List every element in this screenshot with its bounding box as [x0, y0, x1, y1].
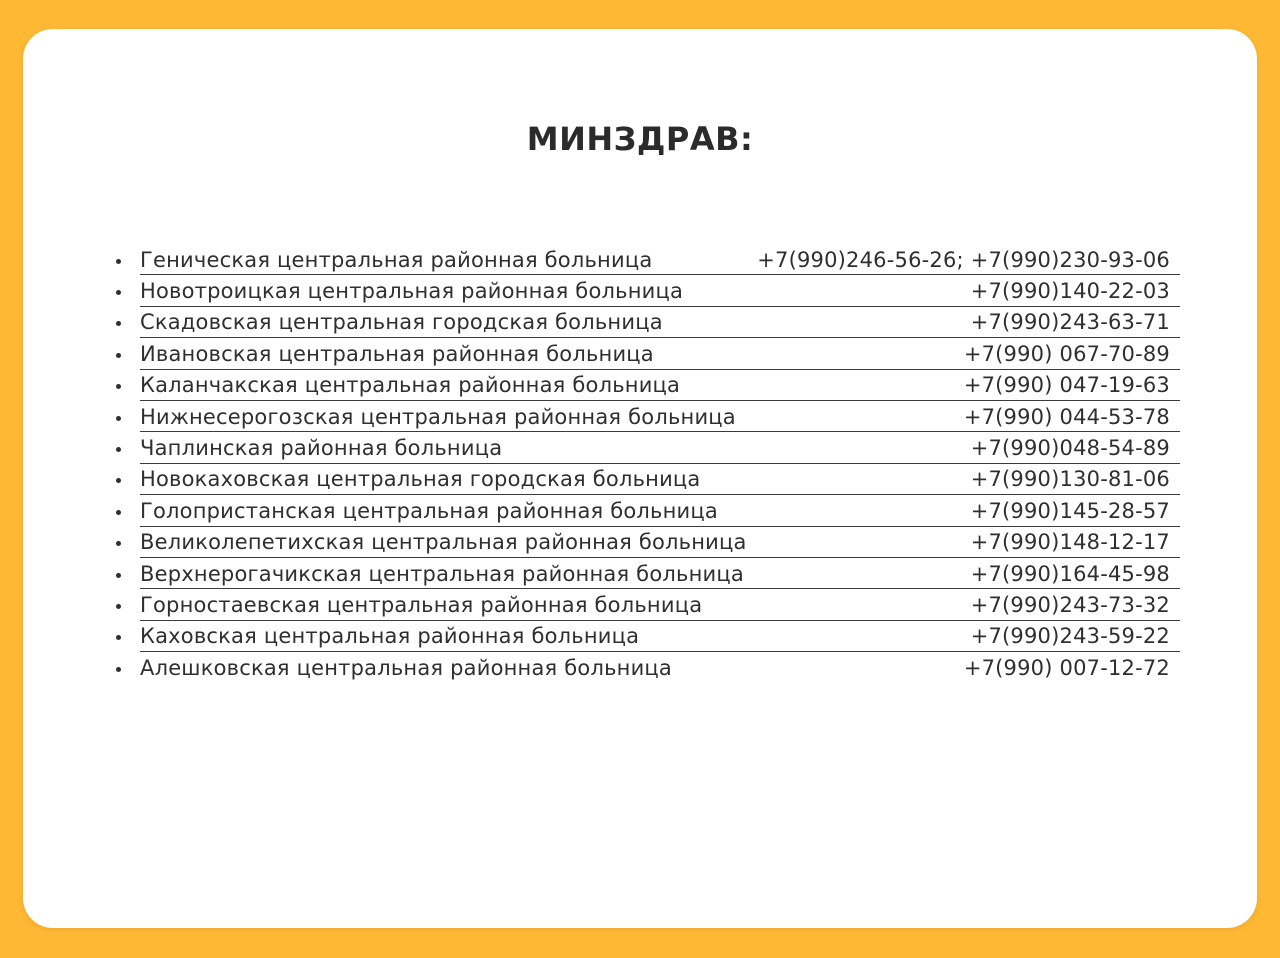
page-title: МИНЗДРАВ:	[526, 120, 754, 158]
list-item	[110, 558, 1180, 589]
bullet-icon	[116, 384, 121, 389]
bullet-icon	[116, 259, 121, 264]
list-item	[110, 244, 1180, 275]
list-item	[110, 370, 1180, 401]
phone-number: +7(990)145-28-57	[970, 498, 1170, 523]
phone-number: +7(990)140-22-03	[970, 279, 1170, 304]
list-item	[110, 589, 1180, 620]
phone-number: +7(990) 067-70-89	[963, 341, 1170, 366]
hospital-name: Алешковская центральная районная больница	[140, 655, 672, 680]
hospital-name: Каланчакская центральная районная больница	[140, 373, 681, 398]
list-item	[110, 621, 1180, 652]
bullet-icon	[116, 573, 121, 578]
bullet-icon	[116, 604, 121, 609]
list-item	[110, 401, 1180, 432]
bullet-icon	[116, 416, 121, 421]
hospital-name: Ивановская центральная районная больница	[140, 341, 654, 366]
list-item	[110, 495, 1180, 526]
phone-number: +7(990)246-56-26; +7(990)230-93-06	[757, 247, 1170, 272]
bullet-icon	[116, 321, 121, 326]
hospital-name: Голопристанская центральная районная больница	[140, 498, 718, 523]
phone-number: +7(990)164-45-98	[970, 561, 1170, 586]
bullet-icon	[116, 290, 121, 295]
phone-number: +7(990)148-12-17	[970, 530, 1170, 555]
phone-number: +7(990)130-81-06	[970, 467, 1170, 492]
hospital-name: Геническая центральная районная больница	[140, 247, 653, 272]
phone-number: +7(990)243-59-22	[970, 624, 1170, 649]
list-item	[110, 652, 1180, 683]
phone-number: +7(990) 047-19-63	[963, 373, 1170, 398]
hospital-name: Верхнерогачикская центральная районная больница	[140, 561, 744, 586]
hospital-list	[110, 244, 1180, 683]
list-item	[110, 432, 1180, 463]
list-item	[110, 527, 1180, 558]
hospital-name: Новокаховская центральная городская больница	[140, 467, 701, 492]
list-item	[110, 275, 1180, 306]
phone-number: +7(990)243-73-32	[970, 592, 1170, 617]
hospital-name: Чаплинская районная больница	[140, 436, 503, 461]
hospital-name: Новотроицкая центральная районная больница	[140, 279, 684, 304]
hospital-name: Скадовская центральная городская больница	[140, 310, 663, 335]
bullet-icon	[116, 635, 121, 640]
list-item	[110, 464, 1180, 495]
bullet-icon	[116, 541, 121, 546]
hospital-name: Нижнесерогозская центральная районная больница	[140, 404, 736, 429]
phone-number: +7(990)243-63-71	[970, 310, 1170, 335]
hospital-name: Горностаевская центральная районная больница	[140, 592, 703, 617]
phone-number: +7(990) 044-53-78	[963, 404, 1170, 429]
bullet-icon	[116, 478, 121, 483]
list-item	[110, 338, 1180, 369]
bullet-icon	[116, 353, 121, 358]
bullet-icon	[116, 510, 121, 515]
bullet-icon	[116, 447, 121, 452]
hospital-name: Великолепетихская центральная районная больница	[140, 530, 747, 555]
list-item	[110, 307, 1180, 338]
phone-number: +7(990) 007-12-72	[963, 655, 1170, 680]
bullet-icon	[116, 667, 121, 672]
hospital-name: Каховская центральная районная больница	[140, 624, 640, 649]
phone-number: +7(990)048-54-89	[970, 436, 1170, 461]
